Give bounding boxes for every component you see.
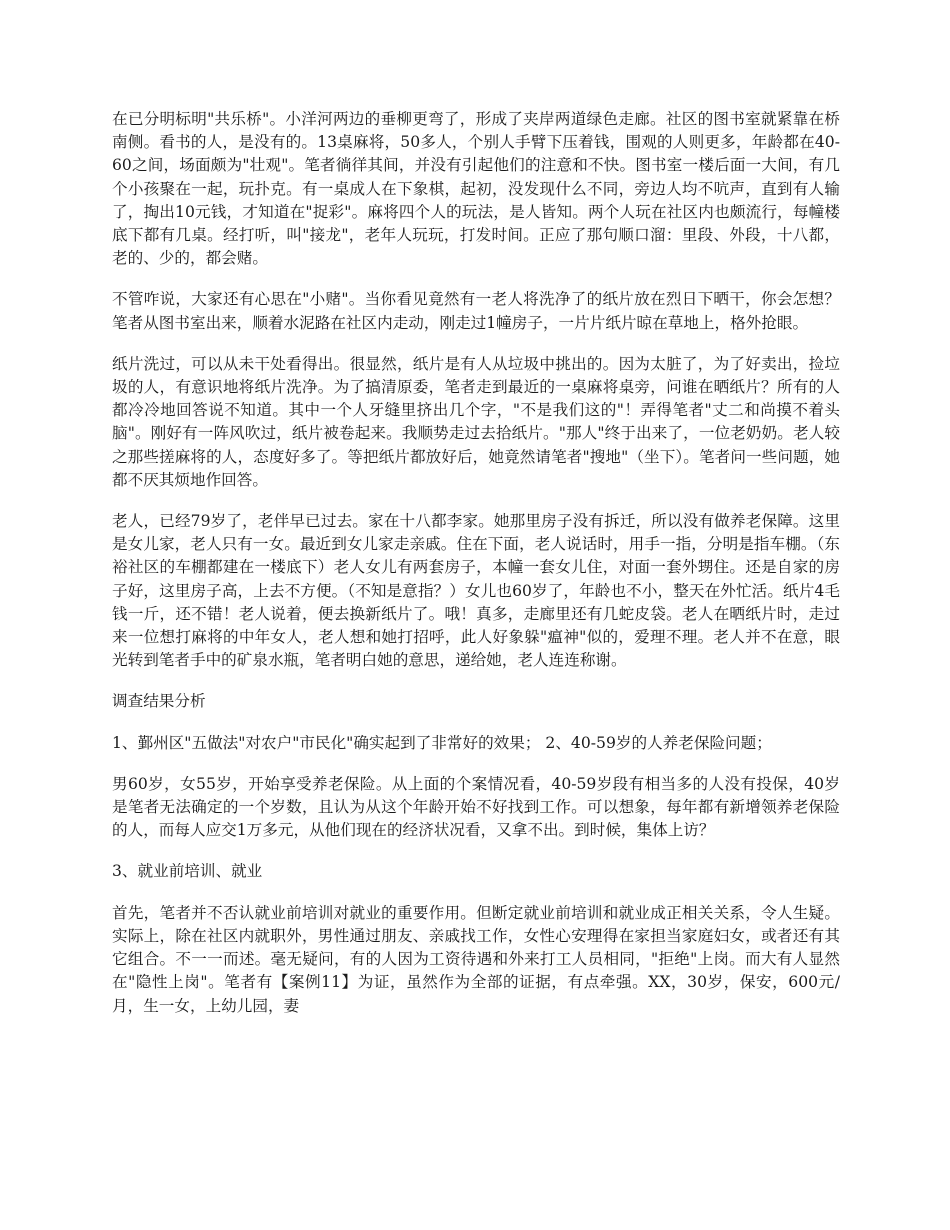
document-body bbox=[112, 108, 840, 1036]
paragraph-1: 在已分明标明"共乐桥"。小洋河两边的垂柳更弯了，形成了夹岸两道绿色走廊。社区的图书室就紧靠在桥南侧。看书的人，是没有的。13桌麻将，50多人，个别人手臂下压着钱，围观的人则更多，年龄都在40-60之间，场面颇为"壮观"。笔者徜徉其间，并没有引起他们的注意和不快。图书室一楼后面一大间，有几个小孩聚在一起，玩扑克。有一桌成人在下象棋，起初，没发现什么不同，旁边人均不吭声，直到有人输了，掏出10元钱，才知道在"捉彩"。麻将四个人的玩法，是人皆知。两个人玩在社区内也颇流行，每幢楼底下都有几桌。经打听，叫"接龙"，老年人玩玩，打发时间。正应了那句顺口溜：里段、外段，十八都，老的、少的，都会赌。 bbox=[112, 110, 840, 268]
section-heading-analysis: 调查结果分析 bbox=[112, 692, 206, 711]
paragraph-2: 不管咋说，大家还有心思在"小赌"。当你看见竟然有一老人将洗净了的纸片放在烈日下晒干，你会怎想？笔者从图书室出来，顺着水泥路在社区内走动，刚走过1幢房子，一片片纸片晾在草地上，格外抢眼。 bbox=[112, 290, 840, 332]
paragraph-3: 纸片洗过，可以从未干处看得出。很显然，纸片是有人从垃圾中挑出的。因为太脏了，为了好卖出，捡垃圾的人，有意识地将纸片洗净。为了搞清原委，笔者走到最近的一桌麻将桌旁，问谁在晒纸片？所有的人都冷冷地回答说不知道。其中一个人牙缝里挤出几个字，"不是我们这的"！弄得笔者"丈二和尚摸不着头脑"。刚好有一阵风吹过，纸片被卷起来。我顺势走过去拾纸片。"那人"终于出来了，一位老奶奶。老人较之那些搓麻将的人，态度好多了。等把纸片都放好后，她竟然请笔者"搜地"（坐下）。笔者问一些问题，她都不厌其烦地作回答。 bbox=[112, 354, 840, 489]
paragraph-6: 首先，笔者并不否认就业前培训对就业的重要作用。但断定就业前培训和就业成正相关关系，令人生疑。实际上，除在社区内就职外，男性通过朋友、亲戚找工作，女性心安理得在家担当家庭妇女，或者还有其它组合。不一一而述。毫无疑问，有的人因为工资待遇和外来打工人员相同，"拒绝"上岗。而大有人显然在"隐性上岗"。笔者有【案例11】为证，虽然作为全部的证据，有点牵强。XX，30岁，保安，600元/月，生一女，上幼儿园，妻 bbox=[112, 903, 840, 1015]
section-heading-training: 3、就业前培训、就业 bbox=[112, 862, 263, 881]
paragraph-4: 老人，已经79岁了，老伴早已过去。家在十八都李家。她那里房子没有拆迁，所以没有做养老保障。这里是女儿家，老人只有一女。最近到女儿家走亲戚。住在下面，老人说话时，用手一指，分明是指车棚。（东裕社区的车棚都建在一楼底下）老人女儿有两套房子，本幢一套女儿住，对面一套外甥住。还是自家的房子好，这里房子高，上去不方便。（不知是意指？）女儿也60岁了，年龄也不小，整天在外忙活。纸片4毛钱一斤，还不错！老人说着，便去换新纸片了。哦！真多，走廊里还有几蛇皮袋。老人在晒纸片时，走过来一位想打麻将的中年女人，老人想和她打招呼，此人好象躲"瘟神"似的，爱理不理。老人并不在意，眼光转到笔者手中的矿泉水瓶，笔者明白她的意思，递给她，老人连连称谢。 bbox=[112, 512, 840, 670]
paragraph-findings-1-2: 1、鄞州区"五做法"对农户"市民化"确实起到了非常好的效果； 2、40-59岁的人养老保险问题； bbox=[112, 733, 772, 752]
paragraph-5: 男60岁，女55岁，开始享受养老保险。从上面的个案情况看，40-59岁段有相当多的人没有投保，40岁是笔者无法确定的一个岁数，且认为从这个年龄开始不好找到工作。可以想象，每年都有新增领养老保险的人，而每人应交1万多元，从他们现在的经济状况看，又拿不出。到时候，集体上访？ bbox=[112, 774, 840, 840]
